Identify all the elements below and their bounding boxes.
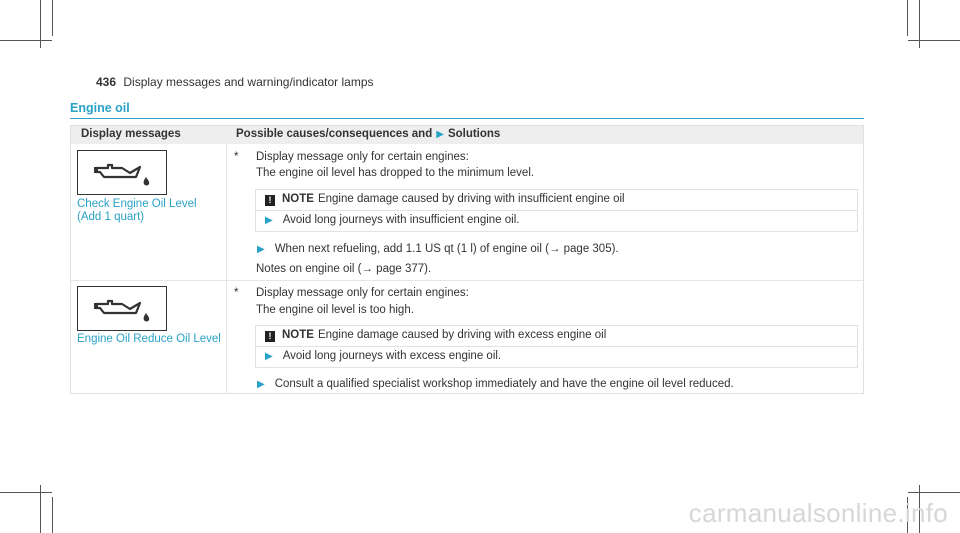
solution-step [257,242,619,257]
note-text: Engine damage caused by driving with excess engine oil [317,329,607,341]
row-divider [71,280,863,281]
note-text: Engine damage caused by driving with insufficient engine oil [317,193,625,205]
column-header-solutions-label: Solutions [447,128,501,140]
note-action-box [255,346,858,368]
action-arrow-icon: ▶ [265,351,273,362]
display-message [77,333,221,346]
column-header-causes-label: Possible causes/consequences and [236,128,433,140]
crop-mark [52,497,53,533]
crop-mark [0,492,52,493]
engine-oil-level-icon [77,150,167,195]
display-message-line: Engine Oil Reduce Oil Level [77,333,221,345]
table-header [71,126,863,144]
cause-text: The engine oil level is too high. [256,304,414,316]
page-header [96,75,374,89]
display-message-line: (Add 1 quart) [77,211,145,223]
display-message-line: Check Engine Oil Level [77,198,197,210]
crop-mark [908,40,960,41]
note-action-text: Avoid long journeys with insufficient engine oil. [282,214,520,226]
bullet-marker: * [234,287,239,299]
warning-icon: ! [265,195,275,206]
solution-text: When next refueling, add 1.1 US qt (1 l) of engine oil (→ page 305). [274,243,619,255]
note-box [255,189,858,211]
section-title: Engine oil [70,101,130,115]
note-box [255,325,858,347]
section-divider [70,118,864,119]
crop-mark [52,0,53,36]
crop-mark [908,492,960,493]
solution-arrow-icon: ▶ [436,128,444,140]
crop-mark [0,40,52,41]
cause-text: Display message only for certain engines: [256,151,469,163]
cause-text: The engine oil level has dropped to the minimum level. [256,167,535,179]
notes-reference: Notes on engine oil (→ page 377). [256,263,432,275]
watermark: carmanualsonline.info [688,498,948,528]
note-action-text: Avoid long journeys with excess engine oil. [282,350,502,362]
column-divider [226,144,227,393]
crop-mark [907,0,908,36]
action-arrow-icon: ▶ [265,215,273,226]
column-header-display-messages: Display messages [81,128,181,140]
display-messages-table [70,125,864,394]
page-number: 436 [96,75,117,89]
solution-step [257,377,734,392]
warning-icon: ! [265,331,275,342]
action-arrow-icon: ▶ [257,379,265,390]
note-label: NOTE [282,329,314,341]
solution-text: Consult a qualified specialist workshop immediately and have the engine oil level reduced. [274,378,734,390]
note-label: NOTE [282,193,314,205]
display-message [77,198,197,224]
action-arrow-icon: ▶ [257,244,265,255]
note-action-box [255,210,858,232]
engine-oil-level-icon [77,286,167,331]
page-running-title: Display messages and warning/indicator lamps [123,75,374,89]
bullet-marker: * [234,151,239,163]
column-header-causes-solutions [236,128,500,140]
cause-text: Display message only for certain engines: [256,287,469,299]
